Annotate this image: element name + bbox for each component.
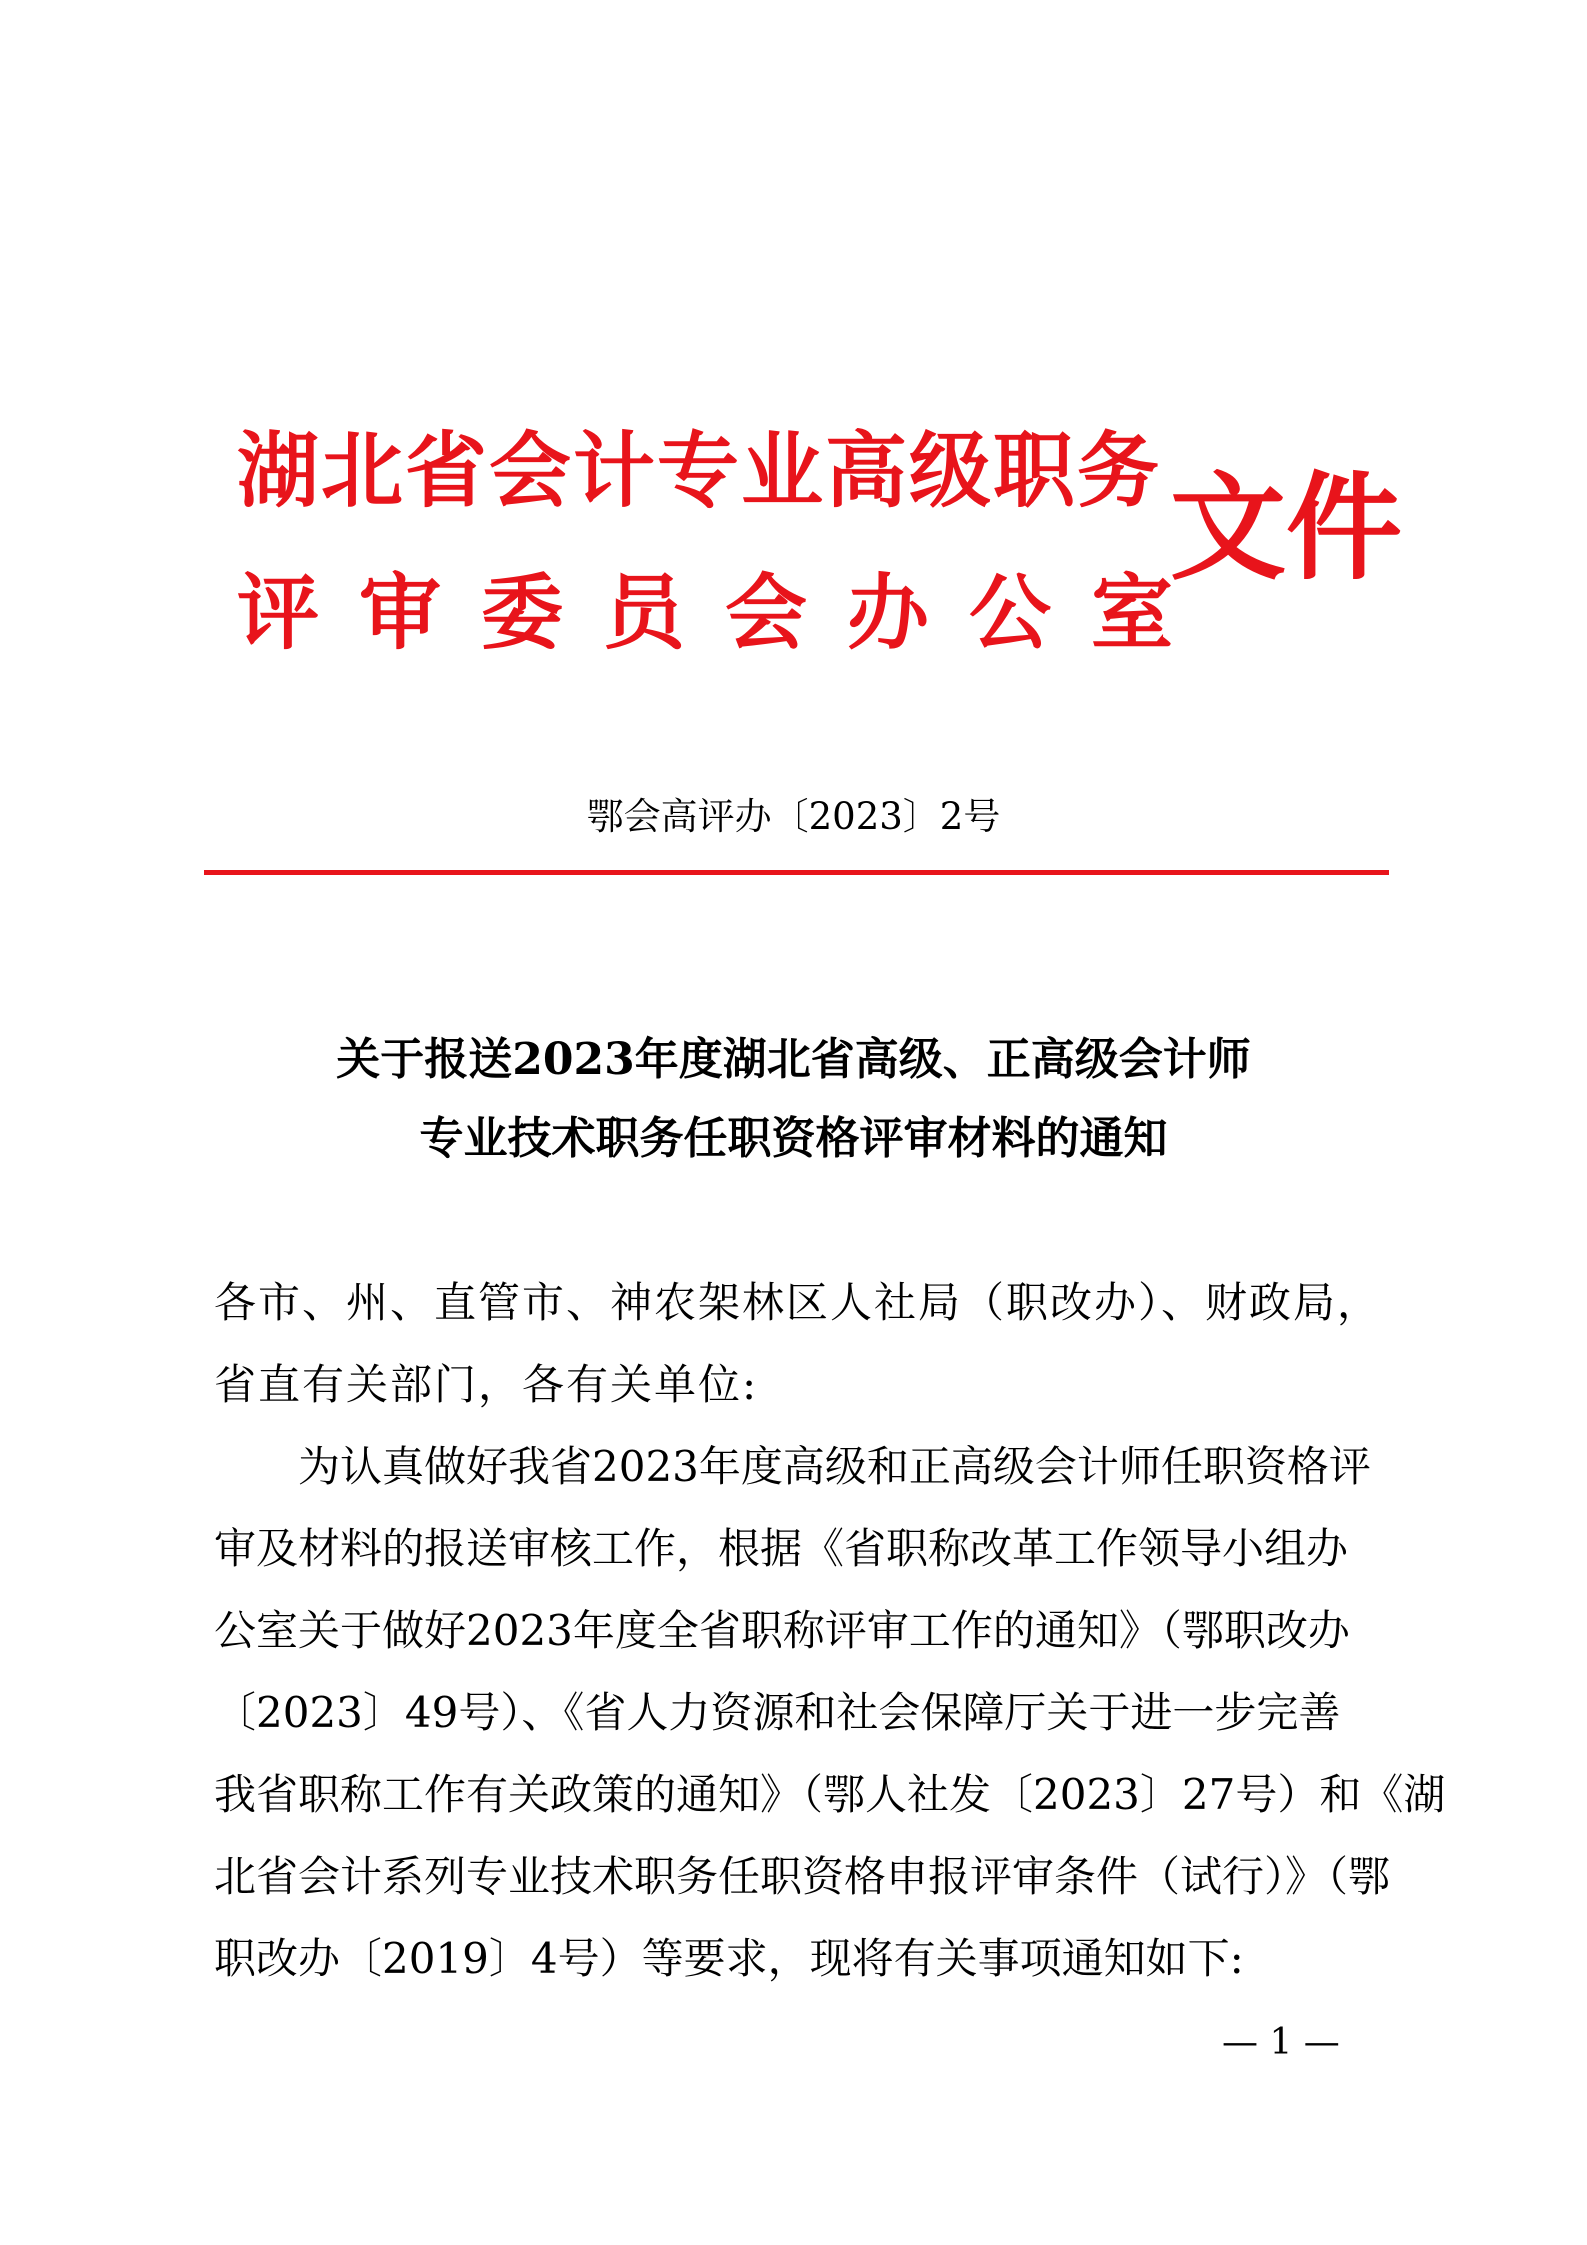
- document-number: 鄂会高评办〔2023〕2号: [586, 795, 1001, 838]
- paragraph-line: 北省会计系列专业技术职务任职资格申报评审条件（试行）》（鄂: [214, 1852, 1391, 1901]
- notice-title-line-1: 关于报送2023年度湖北省高级、正高级会计师: [336, 1034, 1251, 1085]
- paragraph-line: 〔2023〕49号）、《省人力资源和社会保障厅关于进一步完善: [214, 1688, 1341, 1737]
- paragraph-line: 我省职称工作有关政策的通知》（鄂人社发〔2023〕27号）和《湖: [214, 1770, 1446, 1819]
- issuing-office-line-1: 湖北省会计专业高级职务: [237, 423, 1162, 519]
- salutation: [214, 1262, 1384, 1426]
- paragraph-line: 职改办〔2019〕4号）等要求，现将有关事项通知如下:: [214, 1934, 1244, 1983]
- salutation-line: 省直有关部门，各有关单位:: [214, 1360, 759, 1409]
- page-number: — 1 —: [1222, 2022, 1340, 2063]
- issuing-office-line-2: 评审委员会办公室: [237, 565, 1214, 661]
- paragraph-line: 公室关于做好2023年度全省职称评审工作的通知》（鄂职改办: [214, 1606, 1350, 1655]
- document-label: 文件: [1170, 460, 1402, 596]
- notice-title-line-2: 专业技术职务任职资格评审材料的通知: [419, 1113, 1168, 1164]
- body-paragraph: [214, 1426, 1446, 2000]
- red-divider: [204, 870, 1389, 875]
- salutation-line: 各市、州、直管市、神农架林区人社局（职改办）、财政局，: [214, 1278, 1382, 1327]
- paragraph-line: 为认真做好我省2023年度高级和正高级会计师任职资格评: [214, 1442, 1371, 1491]
- paragraph-line: 审及材料的报送审核工作，根据《省职称改革工作领导小组办: [214, 1524, 1349, 1573]
